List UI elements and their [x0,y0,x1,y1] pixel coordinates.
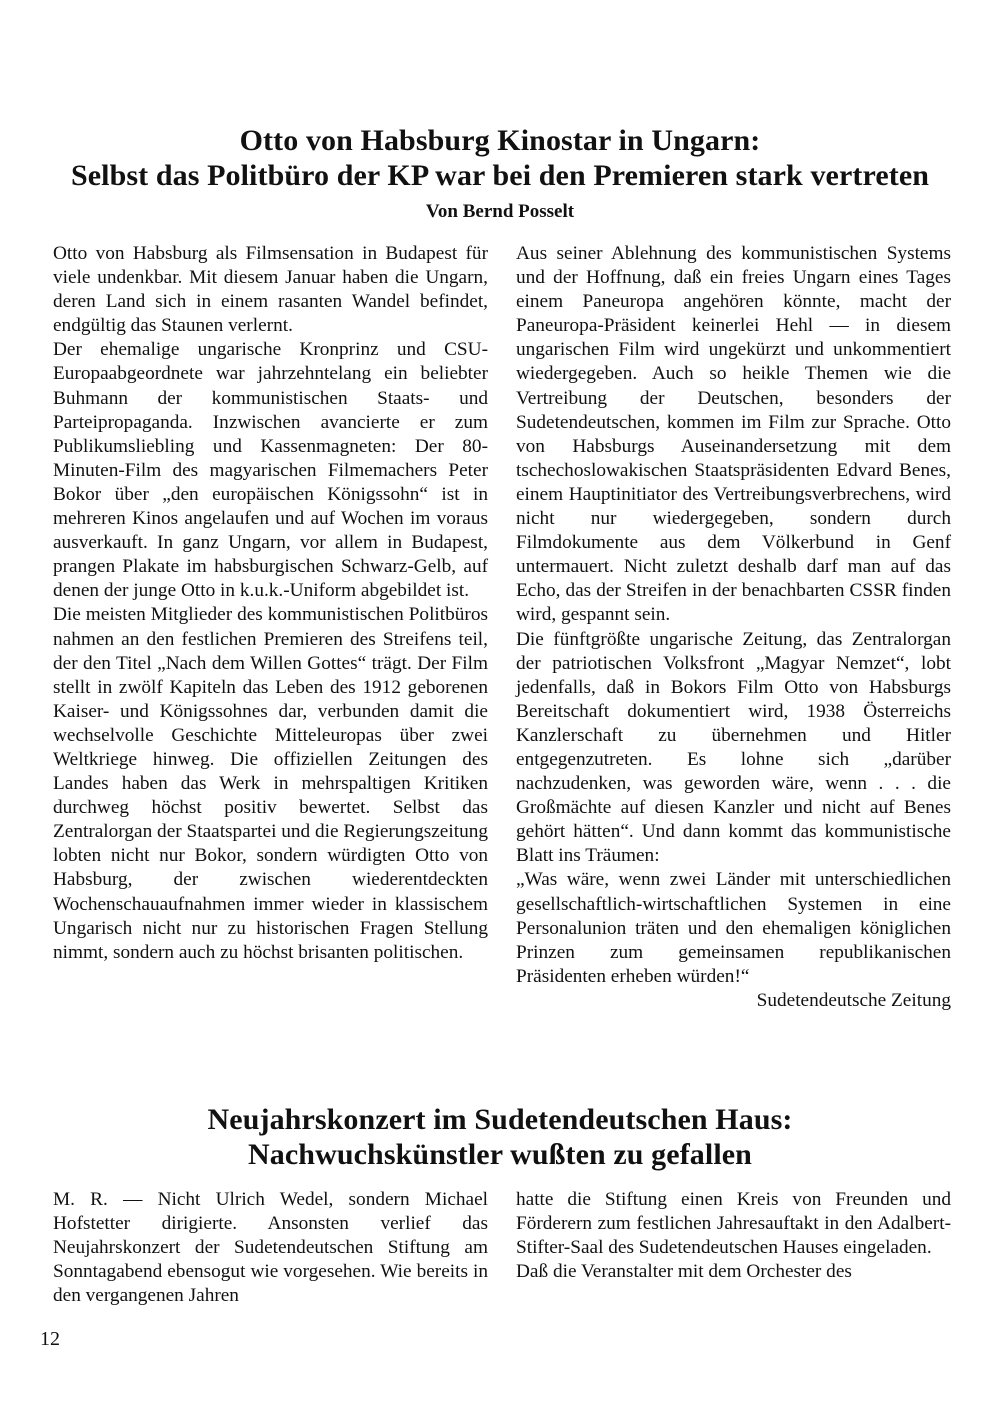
article-1-source: Sudetendeutsche Zeitung [756,989,951,1011]
article-1-byline: Von Bernd Posselt [425,201,575,222]
article-1-right-column [516,242,951,1013]
article-2-title-line-2: Nachwuchskünstler wußten zu gefallen [248,1138,752,1171]
article-1-paragraph: Die meisten Mitglieder des kommunistischen Politbüros nahmen an den festlichen Premieren des Streifens teil, der den Titel „Nach dem Willen Gottes“ trägt. Der Film stellt in zwölf Kapiteln das Leben des 1912 geborenen Kaiser- und Königssohnes dar, verbunden damit die wechselvolle Geschichte Mitteleuropas über zwei Weltkriege hinweg. Die offiziellen Zeitungen des Landes haben das Werk in mehrspaltigen Kritiken durchweg höchst positiv bewertet. Selbst das Zentralorgan der Staatspartei und die Regierungszeitung lobten nicht nur Bokor, sondern würdigten Otto von Habsburg, der zwischen wiederentdeckten Wochenschauaufnahmen immer wieder in klassischem Ungarisch nicht nur zu historischen Fragen Stellung nimmt, sondern auch zu höchst brisanten politischen. [53,604,488,963]
article-1-paragraph: Otto von Habsburg als Filmsensation in Budapest für viele undenkbar. Mit diesem Januar haben die Ungarn, deren Land sich in einem rasanten Wandel befindet, endgültig das Staunen verlernt. [53,243,488,337]
article-2-paragraph: M. R. — Nicht Ulrich Wedel, sondern Michael Hofstetter dirigierte. Ansonsten verlief das Neujahrskonzert der Sudetendeutschen Stiftung am Sonntagabend ebensogut wie vorgesehen. Wie bereits in den vergangenen Jahren [53,1189,488,1307]
article-2-right-column [516,1188,951,1284]
article-1-quote: „Was wäre, wenn zwei Länder mit unterschiedlichen gesellschaftlich-wirtschaftlichen Systemen in eine Personalunion träten und den ehemaligen königlichen Prinzen zum gemeinsamen republikanischen Präsidenten erheben würden!“ [516,869,951,987]
page-number: 12 [40,1328,60,1350]
article-2-title-line-1: Neujahrskonzert im Sudetendeutschen Haus: [207,1103,793,1136]
article-1-paragraph: Aus seiner Ablehnung des kommunistischen Systems und der Hoffnung, daß ein freies Ungarn eines Tages einem Paneuropa angehören könnte, macht der Paneuropa-Präsident keinerlei Hehl — in diesem ungarischen Film wird ungekürzt und unkommentiert wiedergegeben. Auch so heikle Themen wie die Vertreibung der Deutschen, besonders der Sudetendeutschen, kommen im Film zur Sprache. Otto von Habsburgs Auseinandersetzung mit dem tschechoslowakischen Staatspräsidenten Edvard Benes, einem Hauptinitiator des Vertreibungsverbrechens, wird nicht nur wiedergegeben, sondern durch Filmdokumente aus dem Völkerbund in Genf untermauert. Nicht zuletzt deshalb darf man auf das Echo, das der Streifen in der benachbarten CSSR finden wird, gespannt sein. [516,243,951,626]
article-2-left-column [53,1188,488,1308]
article-2-paragraph: hatte die Stiftung einen Kreis von Freunden und Förderern zum festlichen Jahresauftakt in den Adalbert-Stifter-Saal des Sudetendeutschen Hauses eingeladen. [516,1189,951,1259]
article-2-paragraph: Daß die Veranstalter mit dem Orchester des [516,1261,852,1283]
article-1-paragraph: Der ehemalige ungarische Kronprinz und CSU-Europaabgeordnete war jahrzehntelang ein beliebter Buhmann der kommunistischen Staats- und Parteipropaganda. Inzwischen avancierte er zum Publikumsliebling und Kassenmagneten: Der 80-Minuten-Film des magyarischen Filmemachers Peter Bokor über „den europäischen Königssohn“ ist in mehreren Kinos angelaufen und auf Wochen im voraus ausverkauft. In ganz Ungarn, vor allem in Budapest, prangen Plakate im habsburgischen Schwarz-Gelb, auf denen der junge Otto in k.u.k.-Uniform abgebildet ist. [53,339,488,602]
article-1-title-line-2: Selbst das Politbüro der KP war bei den Premieren stark vertreten [70,159,930,192]
article-1-left-column [53,242,488,965]
article-1-paragraph: Die fünftgrößte ungarische Zeitung, das Zentralorgan der patriotischen Volksfront „Magyar Nemzet“, lobt jedenfalls, daß in Bokors Film Otto von Habsburgs Bereitschaft dokumentiert wird, 1938 Österreichs Kanzlerschaft zu übernehmen und Hitler entgegenzutreten. Es lohne sich „darüber nachzudenken, was geworden wäre, wenn . . . die Großmächte auf diesen Kanzler und nicht auf Benes gehört hätten“. Und dann kommt das kommunistische Blatt ins Träumen: [516,628,951,867]
article-1-title-line-1: Otto von Habsburg Kinostar in Ungarn: [239,124,761,157]
